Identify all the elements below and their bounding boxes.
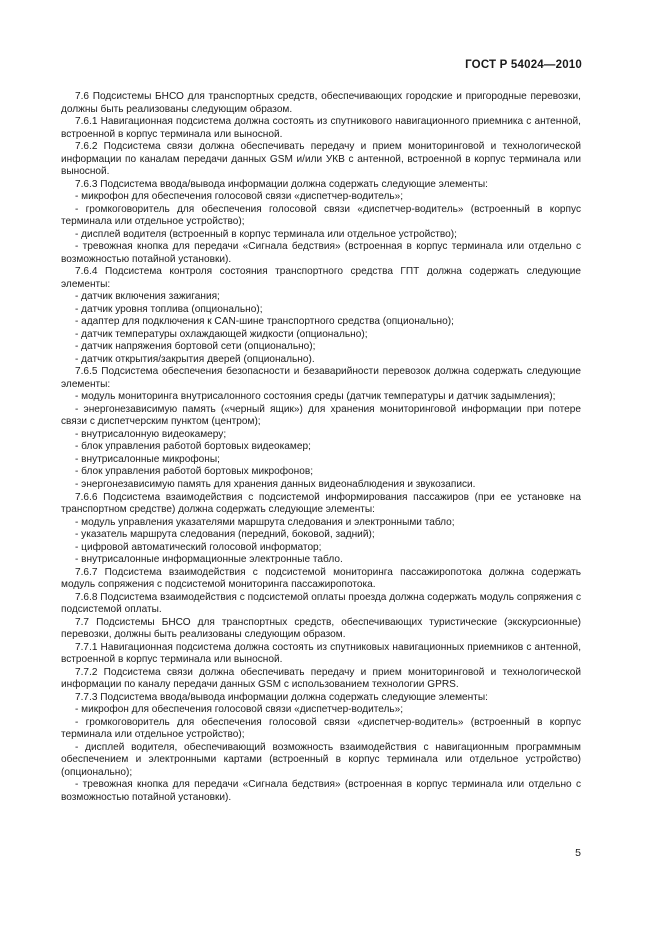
paragraph: 7.6.4 Подсистема контроля состояния транспортного средства ГПТ должна содержать следующие элементы: <box>61 266 581 290</box>
list-item: - датчик напряжения бортовой сети (опционально); <box>75 341 316 353</box>
list-item: - модуль управления указателями маршрута следования и электронными табло; <box>75 516 455 528</box>
list-item: - микрофон для обеспечения голосовой связи «диспетчер-водитель»; <box>75 191 404 203</box>
list-item: - внутрисалонные информационные электронные табло. <box>75 554 343 566</box>
paragraph: 7.6.2 Подсистема связи должна обеспечивать передачу и прием мониторинговой и технологической информации по каналам передачи данных GSM и/или УКВ с антенной, встроенной в корпус терминала или выносной. <box>61 141 581 178</box>
paragraph: 7.7.2 Подсистема связи должна обеспечивать передачу и прием мониторинговой и технологической информации по каналу передачи данных GSM с использованием технологии GPRS. <box>61 666 581 691</box>
list-item: - внутрисалонные микрофоны; <box>75 453 220 465</box>
list-item: - цифровой автоматический голосовой информатор; <box>75 541 322 553</box>
list-item: - громкоговоритель для обеспечения голосовой связи «диспетчер-водитель» (встроенный в корпус терминала или отдельное устройство); <box>61 716 581 741</box>
paragraph: 7.7.3 Подсистема ввода/вывода информации должна содержать следующие элементы: <box>75 691 488 703</box>
list-item: - микрофон для обеспечения голосовой связи «диспетчер-водитель»; <box>75 704 404 716</box>
list-item: - датчик открытия/закрытия дверей (опционально). <box>75 353 315 365</box>
list-item: - модуль мониторинга внутрисалонного состояния среды (датчик температуры и датчик задымления); <box>75 391 556 403</box>
paragraph: 7.6.6 Подсистема взаимодействия с подсистемой информирования пассажиров (при ее установке на транспортном средстве) должна содержать следующие элементы: <box>61 491 581 516</box>
list-item: - тревожная кнопка для передачи «Сигнала бедствия» (встроенная в корпус терминала или отдельно с возможностью потайной установки). <box>61 241 581 265</box>
paragraph: 7.6.8 Подсистема взаимодействия с подсистемой оплаты проезда должна содержать модуль сопряжения с подсистемой оплаты. <box>61 591 581 616</box>
list-item: - энергонезависимую память («черный ящик») для хранения мониторинговой информации при потере связи с диспетчерским пунктом (центром); <box>61 403 581 428</box>
list-item: - датчик температуры охлаждающей жидкости (опционально); <box>75 328 368 340</box>
list-item: - дисплей водителя (встроенный в корпус терминала или отдельное устройство); <box>75 228 457 240</box>
paragraph: 7.6.3 Подсистема ввода/вывода информации должна содержать следующие элементы: <box>75 178 488 190</box>
paragraph: 7.7 Подсистемы БНСО для транспортных средств, обеспечивающих туристические (экскурсионные) перевозки, должны быть реализованы следующим образом. <box>61 616 581 641</box>
list-item: - внутрисалонную видеокамеру; <box>75 428 227 440</box>
standard-header: ГОСТ Р 54024—2010 <box>465 59 582 71</box>
paragraph: 7.6 Подсистемы БНСО для транспортных средств, обеспечивающих городские и пригородные перевозки, должны быть реализованы следующим образом. <box>61 91 581 115</box>
list-item: - блок управления работой бортовых видеокамер; <box>75 441 311 453</box>
list-item: - энергонезависимую память для хранения данных видеонаблюдения и звукозаписи. <box>75 478 476 490</box>
document-body <box>61 91 581 804</box>
paragraph: 7.6.5 Подсистема обеспечения безопасности и безаварийности перевозок должна содержать следующие элементы: <box>61 366 581 390</box>
list-item: - дисплей водителя, обеспечивающий возможность взаимодействия с навигационным программным обеспечением и электронными картами (встроенный в корпус терминала или отдельное устройство) (опционально); <box>61 741 581 778</box>
list-item: - блок управления работой бортовых микрофонов; <box>75 466 314 478</box>
list-item: - датчик уровня топлива (опционально); <box>75 303 263 315</box>
list-item: - адаптер для подключения к CAN-шине транспортного средства (опционально); <box>75 316 454 328</box>
list-item: - громкоговоритель для обеспечения голосовой связи «диспетчер-водитель» (встроенный в корпус терминала или отдельное устройство); <box>61 203 581 228</box>
list-item: - указатель маршрута следования (передний, боковой, задний); <box>75 529 375 541</box>
page-number: 5 <box>575 847 581 859</box>
paragraph: 7.6.7 Подсистема взаимодействия с подсистемой мониторинга пассажиропотока должна содержать модуль сопряжения с подсистемой мониторинга пассажиропотока. <box>61 566 581 591</box>
paragraph: 7.6.1 Навигационная подсистема должна состоять из спутникового навигационного приемника с антенной, встроенной в корпус терминала или выносной. <box>61 116 581 140</box>
list-item: - датчик включения зажигания; <box>75 291 220 303</box>
list-item: - тревожная кнопка для передачи «Сигнала бедствия» (встроенная в корпус терминала или отдельно с возможностью потайной установки). <box>61 779 581 803</box>
paragraph: 7.7.1 Навигационная подсистема должна состоять из спутниковых навигационных приемников с антенной, встроенной в корпус терминала или выносной. <box>61 641 581 666</box>
